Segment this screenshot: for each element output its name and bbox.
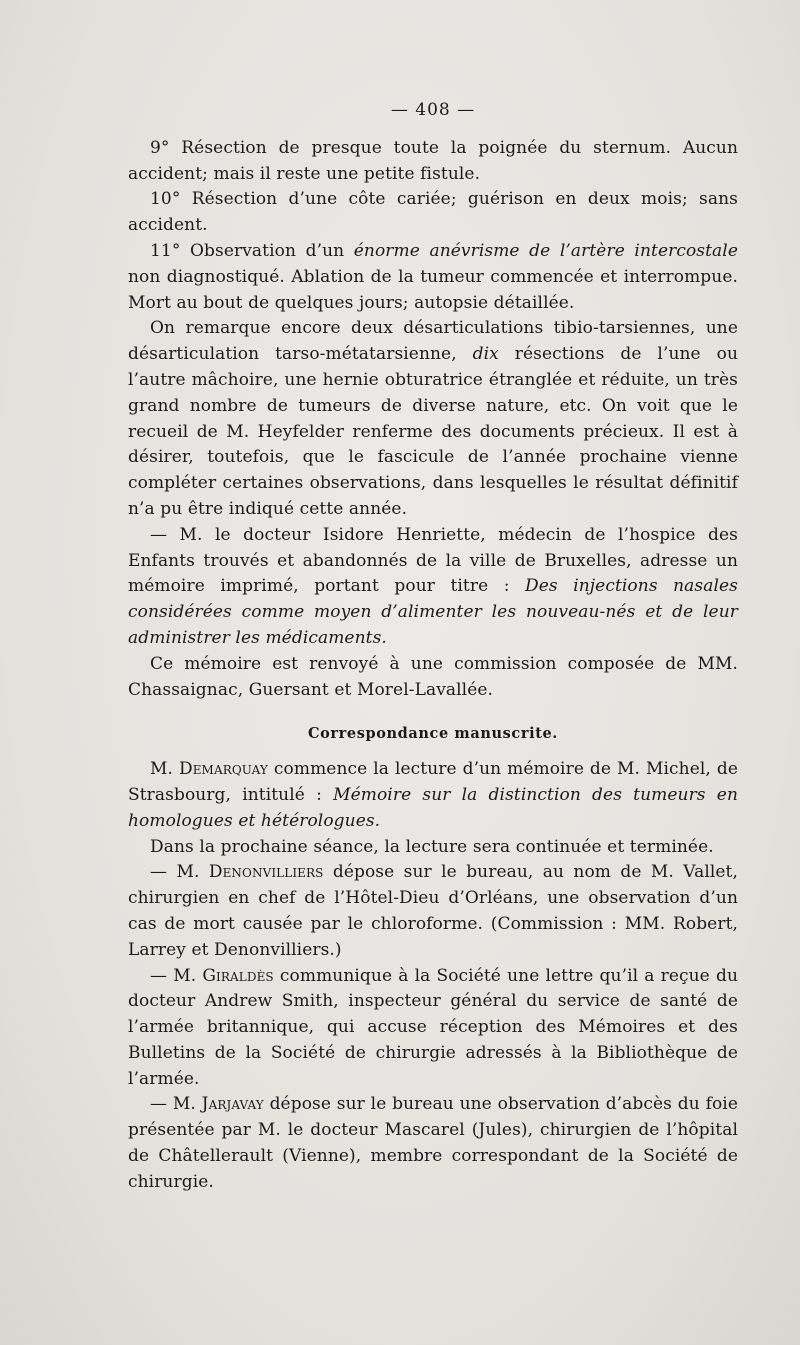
jarjavay-name: Jarjavay <box>201 1094 264 1115</box>
paragraph-item-10: 10° Résection d’une côte cariée; guérison en deux mois; sans accident. <box>128 189 738 236</box>
demarquay-name: Demarquay <box>178 759 268 780</box>
giraldes-text: communique à la Société une lettre qu’il a reçue du docteur Andrew Smith, inspecteur général du service de santé de l’armée britannique, qui accuse réception des Mémoires et des Bulletins de la Société de chirurgie adressés à la Bibliothèque de l’armée. <box>128 965 738 1089</box>
paragraph-commission: Ce mémoire est renvoyé à une commission composée de MM. Chassaignac, Guersant et Morel-Lavallée. <box>128 653 738 700</box>
paragraph-henriette <box>128 523 738 652</box>
remarque-before: On remarque encore deux désarticulations tibio-tarsiennes, une désarticulation tarso-métatarsienne, <box>128 318 738 365</box>
denonvilliers-prefix: — M. <box>150 862 209 883</box>
paragraph-seance: Dans la prochaine séance, la lecture sera continuée et terminée. <box>150 836 714 857</box>
giraldes-prefix: — M. <box>150 965 203 986</box>
jarjavay-text: dépose sur le bureau une observation d’abcès du foie présentée par M. le docteur Mascarel (Jules), chirurgien de l’hôpital de Châtellerault (Vienne), membre correspondant de la Société de chirurgie. <box>128 1094 738 1192</box>
denonvilliers-text: dépose sur le bureau, au nom de M. Vallet, chirurgien en chef de l’Hôtel-Dieu d’Orléans, une observation d’un cas de mort causée par le chloroforme. (Commission : MM. Robert, Larrey et Denonvilliers.) <box>128 862 738 960</box>
remarque-italic: dix <box>472 344 499 365</box>
demarquay-title: Mémoire sur la distinction des tumeurs en homologues et hétérologues. <box>128 784 738 831</box>
denonvilliers-name: Denonvilliers <box>208 862 324 883</box>
item-11-prefix: 11° Observation d’un <box>150 240 354 261</box>
remarque-after: résections de l’une ou l’autre mâchoire, une hernie obturatrice étranglée et réduite, un très grand nombre de tumeurs de diverse nature, etc. On voit que le recueil de M. Heyfelder renferme des documents précieux. Il est à désirer, toutefois, que le fascicule de l’année prochaine vienne compléter certaines observations, dans lesquelles le résultat définitif n’a pu être indiqué cette année. <box>128 344 738 519</box>
henriette-before: — M. le docteur Isidore Henriette, médecin de l’hospice des Enfants trouvés et abandonnés de la ville de Bruxelles, adresse un mémoire imprimé, portant pour titre : <box>128 524 738 597</box>
paragraph-denonvilliers <box>128 860 738 963</box>
paragraph-remarque <box>128 316 738 522</box>
henriette-title: Des injections nasales considérées comme moyen d’alimenter les nouveau-nés et de leur administrer les médicaments. <box>128 576 738 648</box>
item-11-suffix: non diagnostiqué. Ablation de la tumeur commencée et interrompue. Mort au bout de quelques jours; autopsie détaillée. <box>128 266 738 313</box>
item-11-italic: énorme anévrisme de l’artère intercostale <box>353 240 738 261</box>
paragraph-item-11 <box>128 239 738 316</box>
paragraph-jarjavay <box>128 1092 738 1195</box>
demarquay-before: commence la lecture d’un mémoire de M. Michel, de Strasbourg, intitulé : <box>128 759 738 805</box>
giraldes-name: Giraldès <box>202 965 274 986</box>
paragraph-demarquay <box>128 757 738 834</box>
page-content <box>128 98 738 1196</box>
section-heading: Correspondance manuscrite. <box>308 725 558 743</box>
page-number: — 408 — <box>390 100 476 120</box>
paragraph-item-9: 9° Résection de presque toute la poignée du sternum. Aucun accident; mais il reste une petite fistule. <box>128 137 738 184</box>
paragraph-giraldes <box>128 964 738 1093</box>
demarquay-prefix: M. <box>150 759 179 780</box>
jarjavay-prefix: — M. <box>150 1094 202 1115</box>
